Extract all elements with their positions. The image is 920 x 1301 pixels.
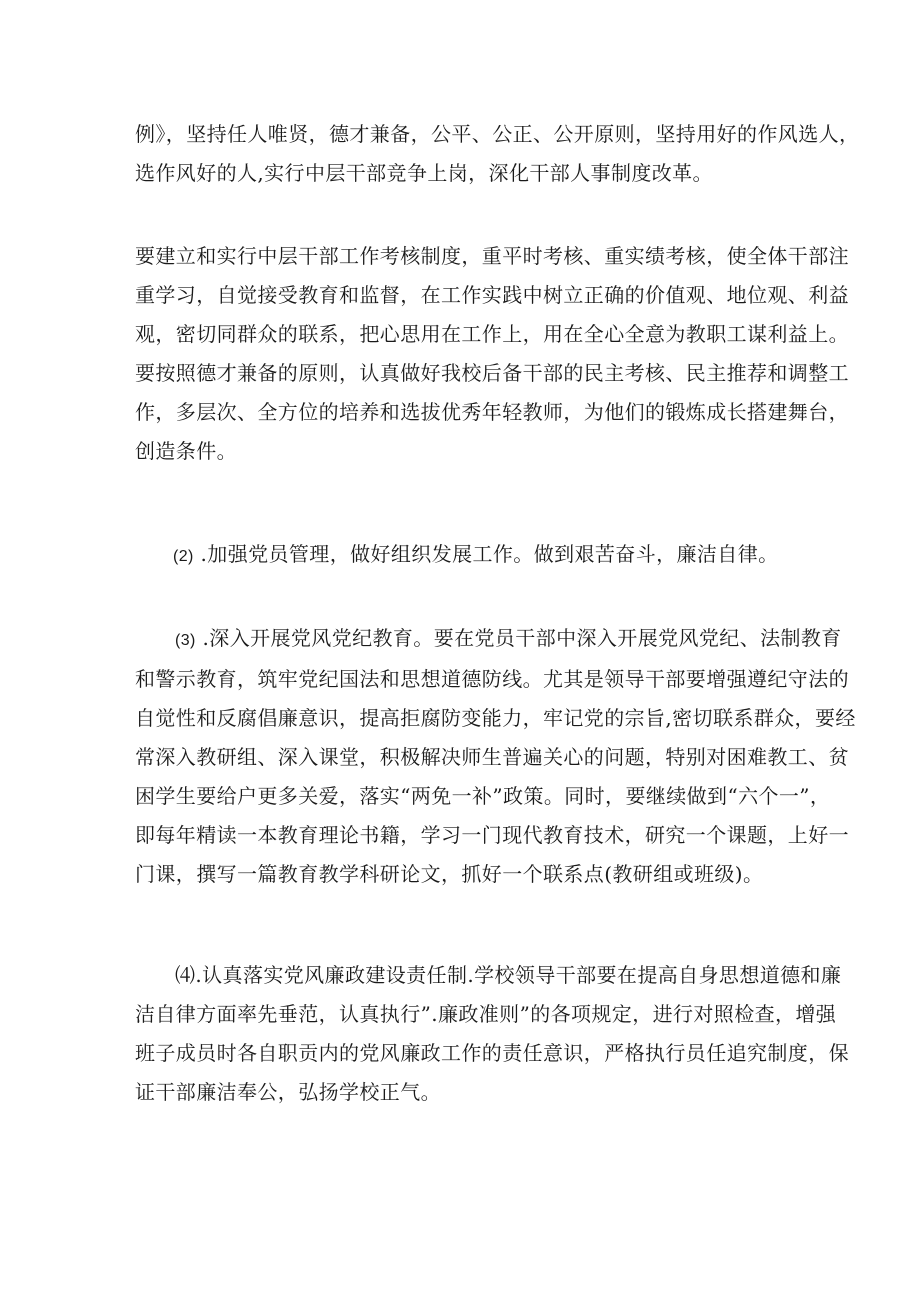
item-number: (3)	[175, 632, 196, 649]
text-line	[173, 535, 813, 576]
item-text: .加强党员管理，做好组织发展工作。做到艰苦奋斗，廉洁自律。	[200, 542, 779, 566]
text-line: 创造条件。	[135, 439, 237, 463]
text-line: 困学生要给户更多关爱，落实“两免一补”政策。同时，要继续做到“六个一”，	[135, 784, 831, 808]
text-line: 自觉性和反腐倡廉意识，提高拒腐防变能力，牢记党的宗旨,密切联系群众，要经	[135, 706, 856, 730]
text-line: 班子成员时各自职贡内的党风廉政工作的责任意识，严格执行员任追究制度，保	[135, 1041, 849, 1065]
text-line: 例》，坚持任人唯贤，德才兼备，公平、公正、公开原则，坚持用好的作风选人，	[135, 122, 860, 146]
text-line: 门课，撰写一篇教育教学科研论文，抓好一个联系点(教研组或班级)。	[135, 862, 764, 886]
text-line: 常深入教研组、深入课堂，积极解决师生普遍关心的问题，特别对困难教工、贫	[135, 745, 849, 769]
paragraph-item-3	[135, 619, 856, 894]
paragraph-cadre-selection	[135, 115, 860, 193]
paragraph-cadre-assessment	[135, 237, 849, 471]
item-number: (2)	[173, 548, 194, 565]
text-line	[175, 619, 842, 660]
text-line: 洁自律方面率先垂范，认真执行”.廉政准则”的各项规定，进行对照检查，增强	[135, 1002, 837, 1026]
text-line: 和警示教育，筑牢党纪国法和思想道德防线。尤其是领导干部要增强遵纪守法的	[135, 667, 849, 691]
paragraph-item-2	[173, 535, 813, 576]
text-line: 证干部廉洁奉公，弘扬学校正气。	[135, 1080, 441, 1104]
paragraph-item-4	[135, 956, 849, 1112]
text-line: 观，密切同群众的联系，把心思用在工作上，用在全心全意为教职工谋利益上。	[135, 322, 849, 346]
text-line: 即每年精读一本教育理论书籍，学习一门现代教育技术，研究一个课题，上好一	[135, 823, 849, 847]
text-line: 要建立和实行中层干部工作考核制度，重平时考核、重实绩考核，使全体干部注	[135, 244, 849, 268]
item-text: .深入开展党风党纪教育。要在党员干部中深入开展党风党纪、法制教育	[202, 626, 842, 650]
text-line: 选作风好的人,实行中层干部竞争上岗，深化干部人事制度改革。	[135, 161, 713, 185]
text-line: 要按照德才兼备的原则，认真做好我校后备干部的民主考核、民主推荐和调整工	[135, 361, 849, 385]
text-line: ⑷.认真落实党风廉政建设责任制.学校领导干部要在提高自身思想道德和廉	[175, 963, 842, 987]
text-line: 作，多层次、全方位的培养和选拔优秀年轻教师，为他们的锻炼成长搭建舞台，	[135, 400, 849, 424]
text-line: 重学习，自觉接受教育和监督，在工作实践中树立正确的价值观、地位观、利益	[135, 283, 849, 307]
